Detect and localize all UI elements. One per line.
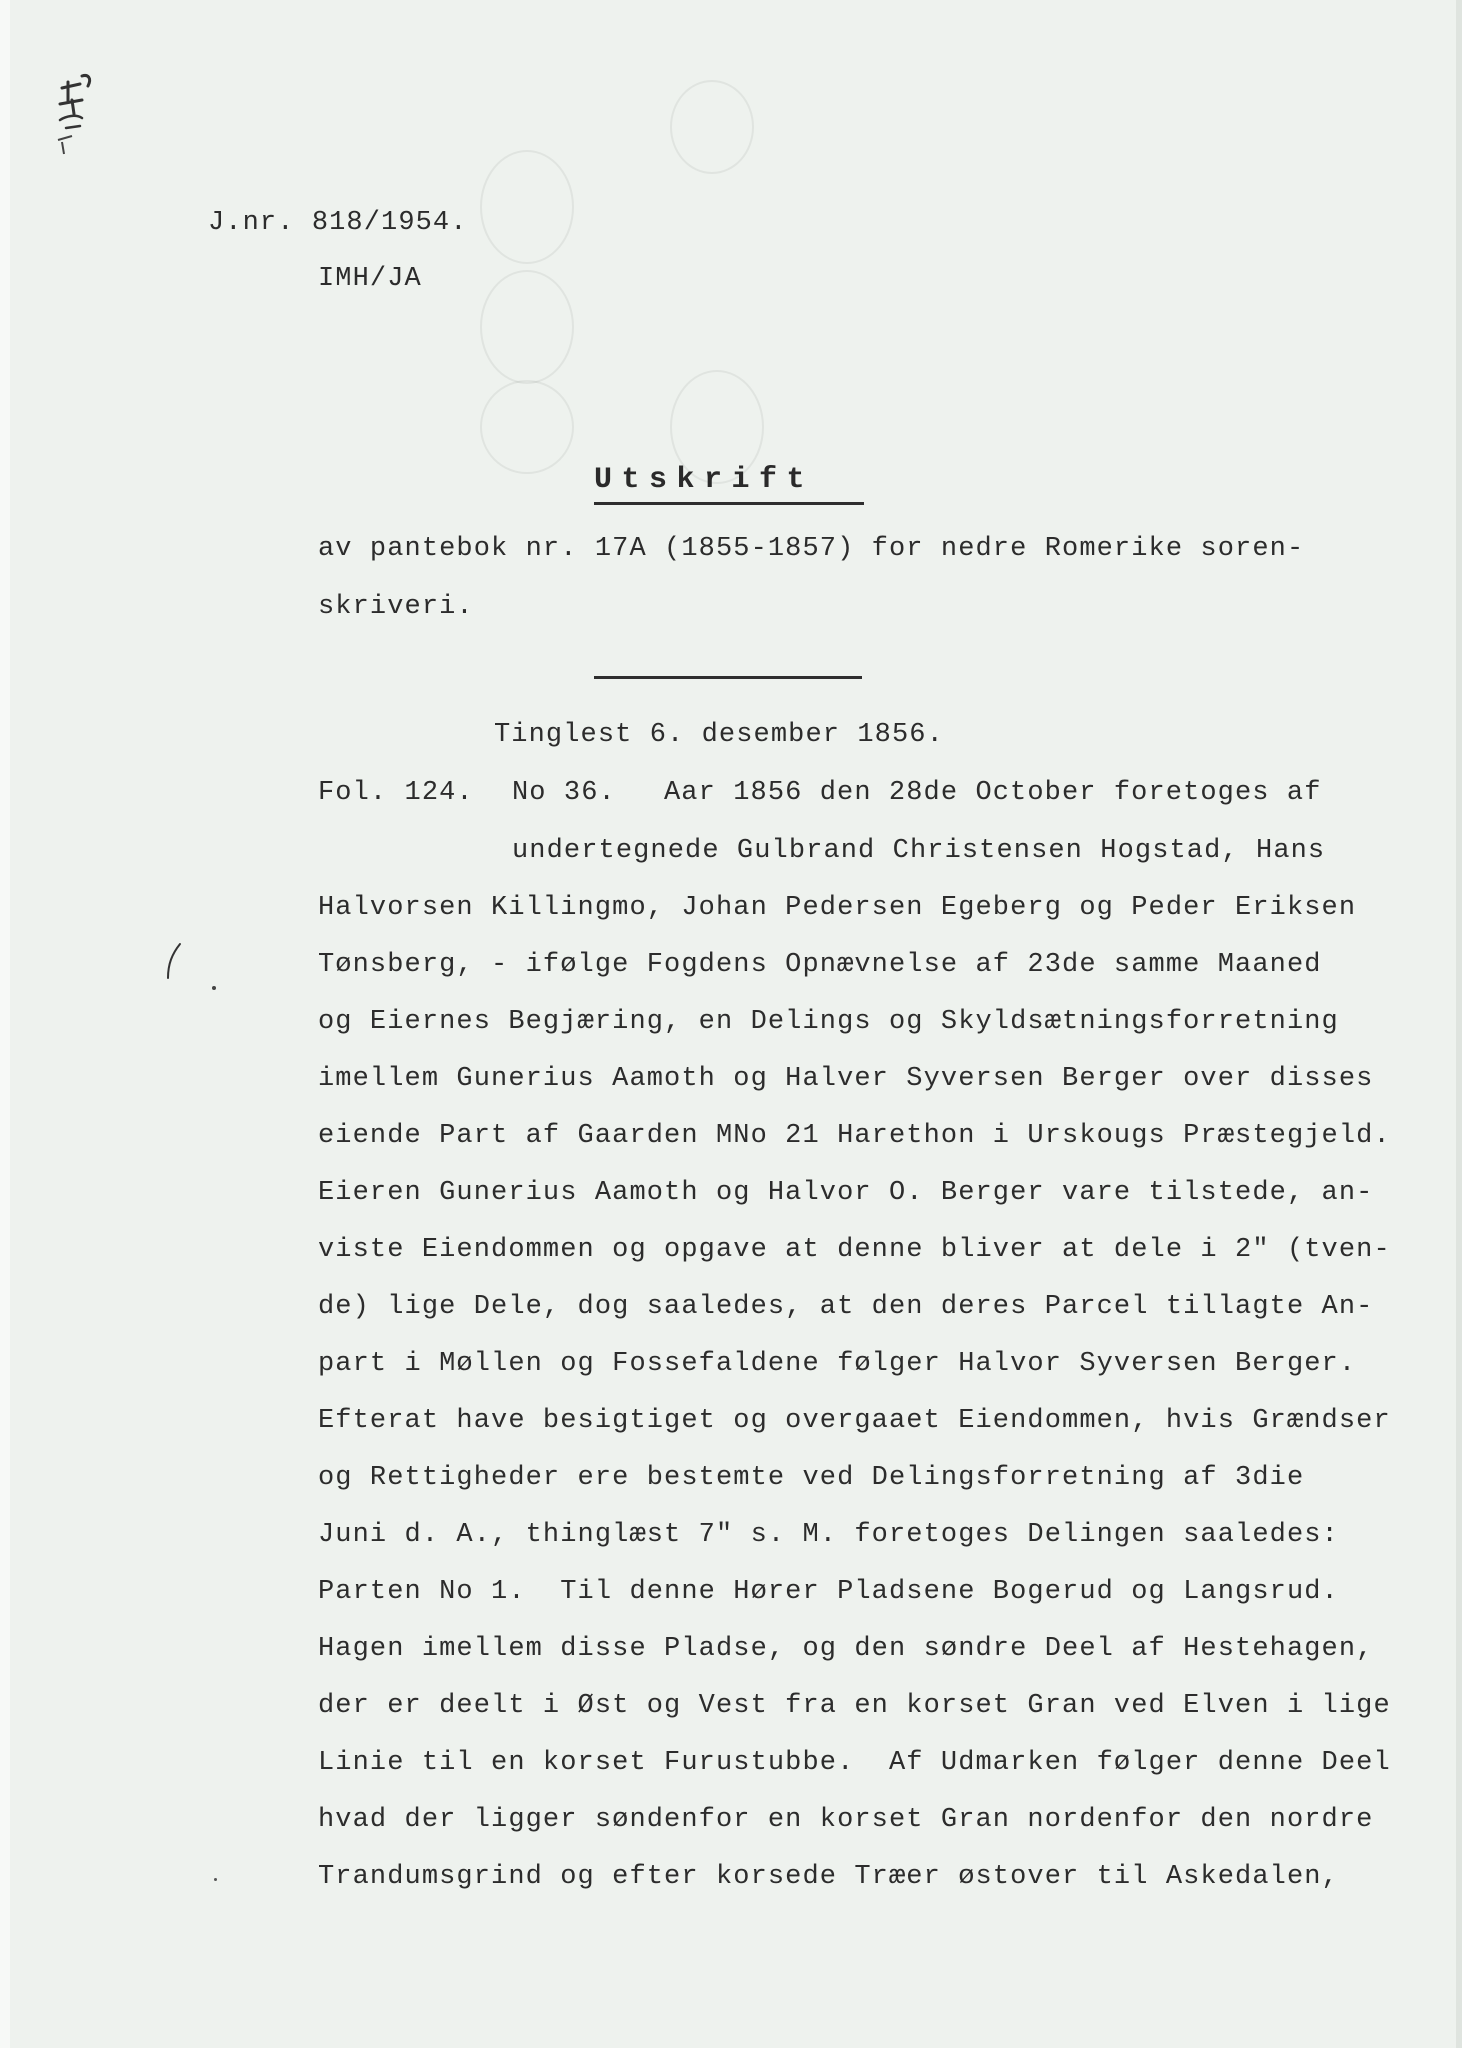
- body-line: og Eiernes Begjæring, en Delings og Skyldsætningsforretning: [318, 1007, 1339, 1037]
- tinglest-date: Tinglest 6. desember 1856.: [494, 720, 944, 750]
- folio-reference: Fol. 124.: [318, 778, 474, 808]
- margin-pencil-mark: [52, 70, 112, 170]
- initials: IMH/JA: [318, 264, 422, 294]
- body-line: undertegnede Gulbrand Christensen Hogstad, Hans: [512, 836, 1326, 866]
- separator-rule: [594, 676, 862, 679]
- body-line: viste Eiendommen og opgave at denne bliver at dele i 2" (tven-: [318, 1235, 1391, 1265]
- body-line: Tønsberg, - ifølge Fogdens Opnævnelse af 23de samme Maaned: [318, 950, 1322, 980]
- body-line: part i Møllen og Fossefaldene følger Halvor Syversen Berger.: [318, 1349, 1357, 1379]
- body-line: Parten No 1. Til denne Hører Pladsene Bogerud og Langsrud.: [318, 1577, 1339, 1607]
- subtitle-line-1: av pantebok nr. 17A (1855-1857) for nedre Romerike soren-: [318, 534, 1305, 564]
- bleed-through-stamp: [670, 80, 754, 174]
- body-line: hvad der ligger søndenfor en korset Gran nordenfor den nordre: [318, 1805, 1374, 1835]
- bleed-through-stamp: [480, 270, 574, 384]
- body-line: Efterat have besigtiget og overgaaet Eiendommen, hvis Grændser: [318, 1406, 1391, 1436]
- margin-pencil-stroke: [160, 940, 190, 990]
- body-line: Halvorsen Killingmo, Johan Pedersen Egeberg og Peder Eriksen: [318, 893, 1357, 923]
- subtitle-line-2: skriveri.: [318, 592, 474, 622]
- body-line: der er deelt i Øst og Vest fra en korset Gran ved Elven i lige: [318, 1691, 1391, 1721]
- body-line: og Rettigheder ere bestemte ved Delingsforretning af 3die: [318, 1463, 1305, 1493]
- document-title: Utskrift: [594, 462, 864, 505]
- body-line: Trandumsgrind og efter korsede Træer østover til Askedalen,: [318, 1862, 1339, 1892]
- body-line: Juni d. A., thinglæst 7" s. M. foretoges Delingen saaledes:: [318, 1520, 1339, 1550]
- body-line: imellem Gunerius Aamoth og Halver Syversen Berger over disses: [318, 1064, 1374, 1094]
- body-line: eiende Part af Gaarden MNo 21 Harethon i Urskougs Præstegjeld.: [318, 1121, 1391, 1151]
- bleed-through-stamp: [480, 150, 574, 264]
- body-line: Hagen imellem disse Pladse, og den søndre Deel af Hestehagen,: [318, 1634, 1374, 1664]
- body-line: Eieren Gunerius Aamoth og Halvor O. Berger vare tilstede, an-: [318, 1178, 1374, 1208]
- margin-dot: [212, 986, 216, 990]
- body-line: Linie til en korset Furustubbe. Af Udmarken følger denne Deel: [318, 1748, 1391, 1778]
- body-line: de) lige Dele, dog saaledes, at den deres Parcel tillagte An-: [318, 1292, 1374, 1322]
- body-line: Aar 1856 den 28de October foretoges af: [664, 778, 1322, 808]
- journal-number: J.nr. 818/1954.: [208, 208, 468, 238]
- bleed-through-stamp: [480, 380, 574, 474]
- entry-number: No 36.: [512, 778, 616, 808]
- margin-dot: [214, 1878, 217, 1881]
